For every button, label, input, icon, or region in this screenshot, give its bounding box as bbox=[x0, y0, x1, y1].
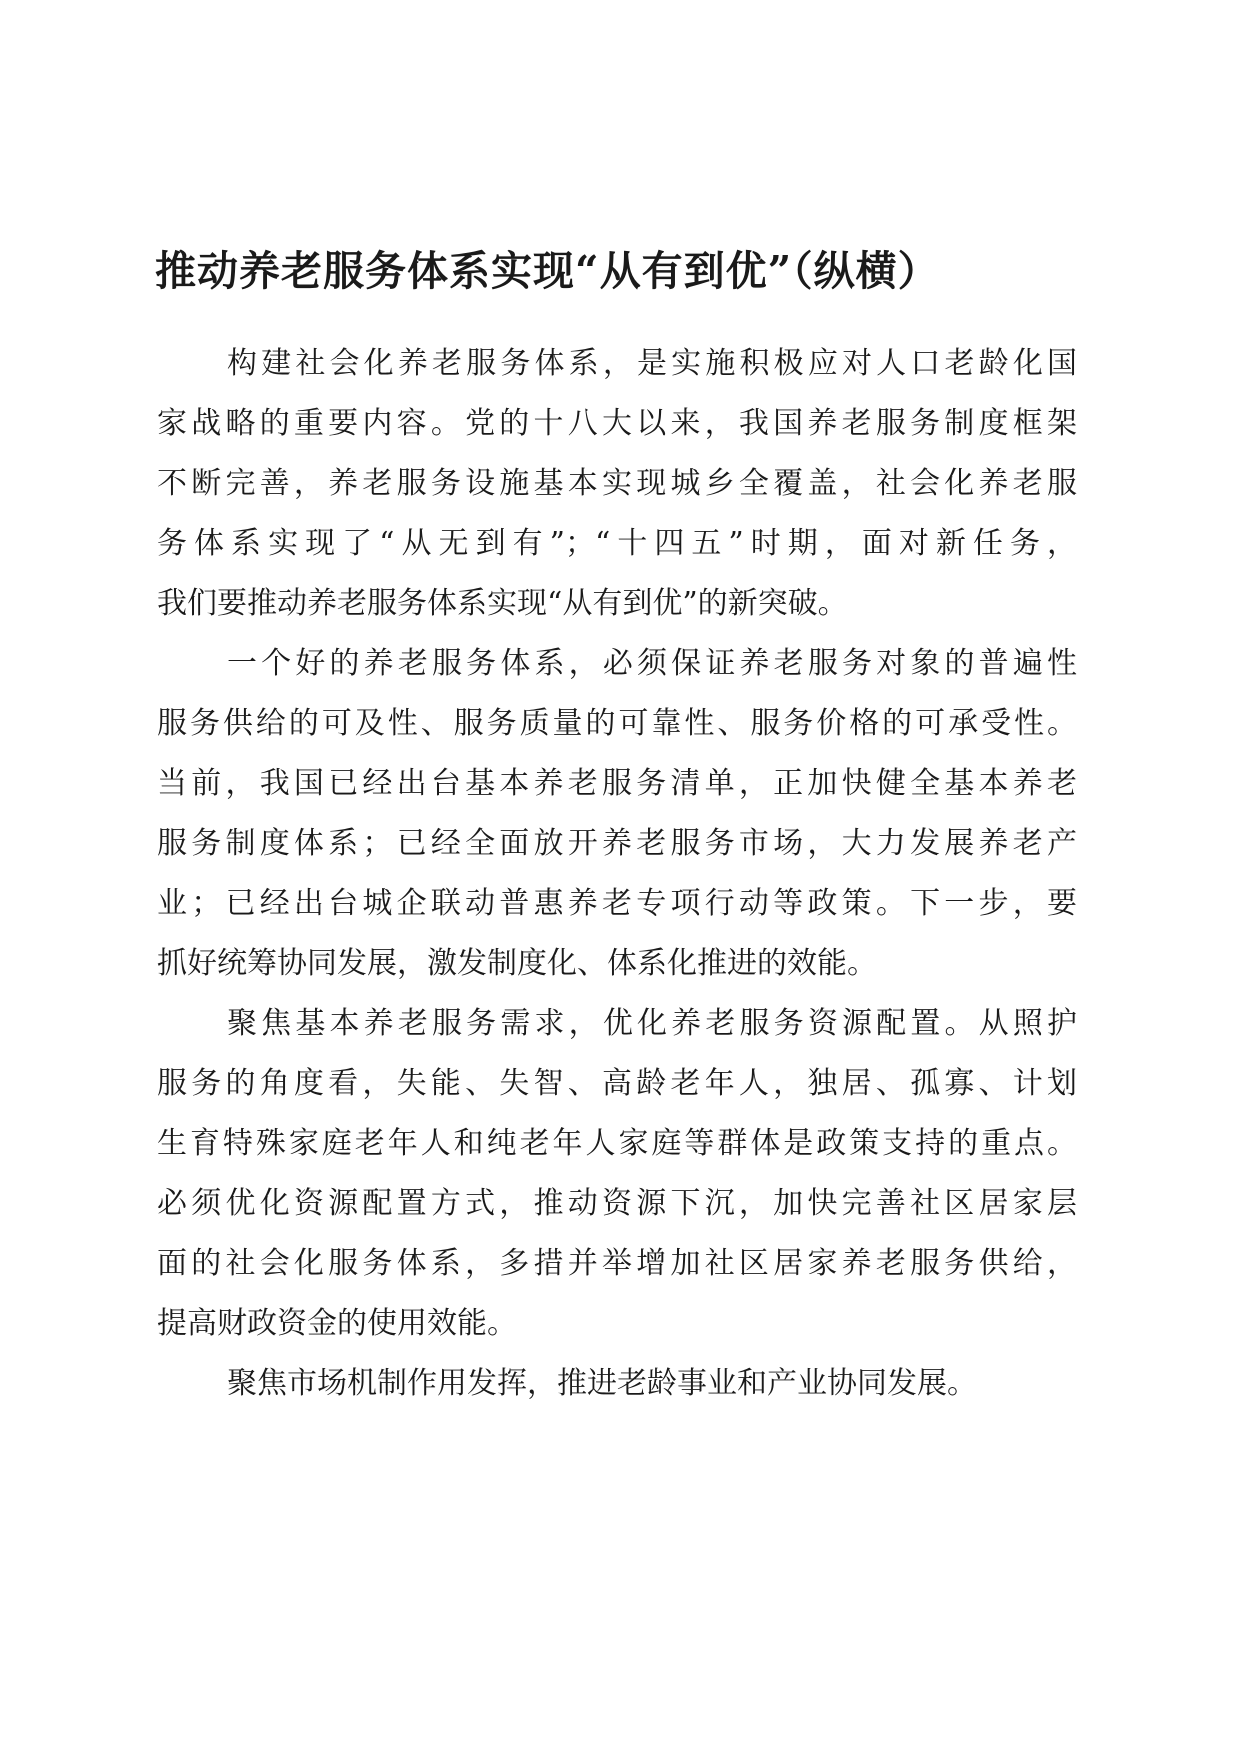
paragraph-3-line-5: 面的社会化服务体系，多措并举增加社区居家养老服务供给， bbox=[157, 1246, 1077, 1281]
paragraph-1-line-4: 务体系实现了“从无到有”；“十四五”时期，面对新任务， bbox=[157, 526, 1077, 561]
paragraph-1-line-3: 不断完善，养老服务设施基本实现城乡全覆盖，社会化养老服 bbox=[157, 466, 1077, 501]
paragraph-1-line-2: 家战略的重要内容。党的十八大以来，我国养老服务制度框架 bbox=[157, 406, 1077, 441]
paragraph-2-line-2: 服务供给的可及性、服务质量的可靠性、服务价格的可承受性。 bbox=[157, 706, 1077, 741]
paragraph-2-line-1: 一个好的养老服务体系，必须保证养老服务对象的普遍性 bbox=[227, 646, 1077, 681]
paragraph-1-line-1: 构建社会化养老服务体系，是实施积极应对人口老龄化国 bbox=[227, 346, 1077, 381]
paragraph-3-line-1: 聚焦基本养老服务需求，优化养老服务资源配置。从照护 bbox=[227, 1006, 1077, 1041]
document-title: 推动养老服务体系实现“从有到优”（纵横） bbox=[155, 247, 940, 295]
paragraph-4-line-1: 聚焦市场机制作用发挥，推进老龄事业和产业协同发展。 bbox=[227, 1366, 977, 1401]
paragraph-3-line-3: 生育特殊家庭老年人和纯老年人家庭等群体是政策支持的重点。 bbox=[157, 1126, 1077, 1161]
paragraph-2-line-4: 服务制度体系；已经全面放开养老服务市场，大力发展养老产 bbox=[157, 826, 1077, 861]
paragraph-3-line-4: 必须优化资源配置方式，推动资源下沉，加快完善社区居家层 bbox=[157, 1186, 1077, 1221]
paragraph-3-line-2: 服务的角度看，失能、失智、高龄老年人，独居、孤寡、计划 bbox=[157, 1066, 1077, 1101]
paragraph-1-line-5: 我们要推动养老服务体系实现“从有到优”的新突破。 bbox=[157, 586, 848, 621]
paragraph-2-line-5: 业；已经出台城企联动普惠养老专项行动等政策。下一步，要 bbox=[157, 886, 1077, 921]
paragraph-2-line-6: 抓好统筹协同发展，激发制度化、体系化推进的效能。 bbox=[157, 946, 877, 981]
paragraph-2-line-3: 当前，我国已经出台基本养老服务清单，正加快健全基本养老 bbox=[157, 766, 1077, 801]
paragraph-3-line-6: 提高财政资金的使用效能。 bbox=[157, 1306, 517, 1341]
